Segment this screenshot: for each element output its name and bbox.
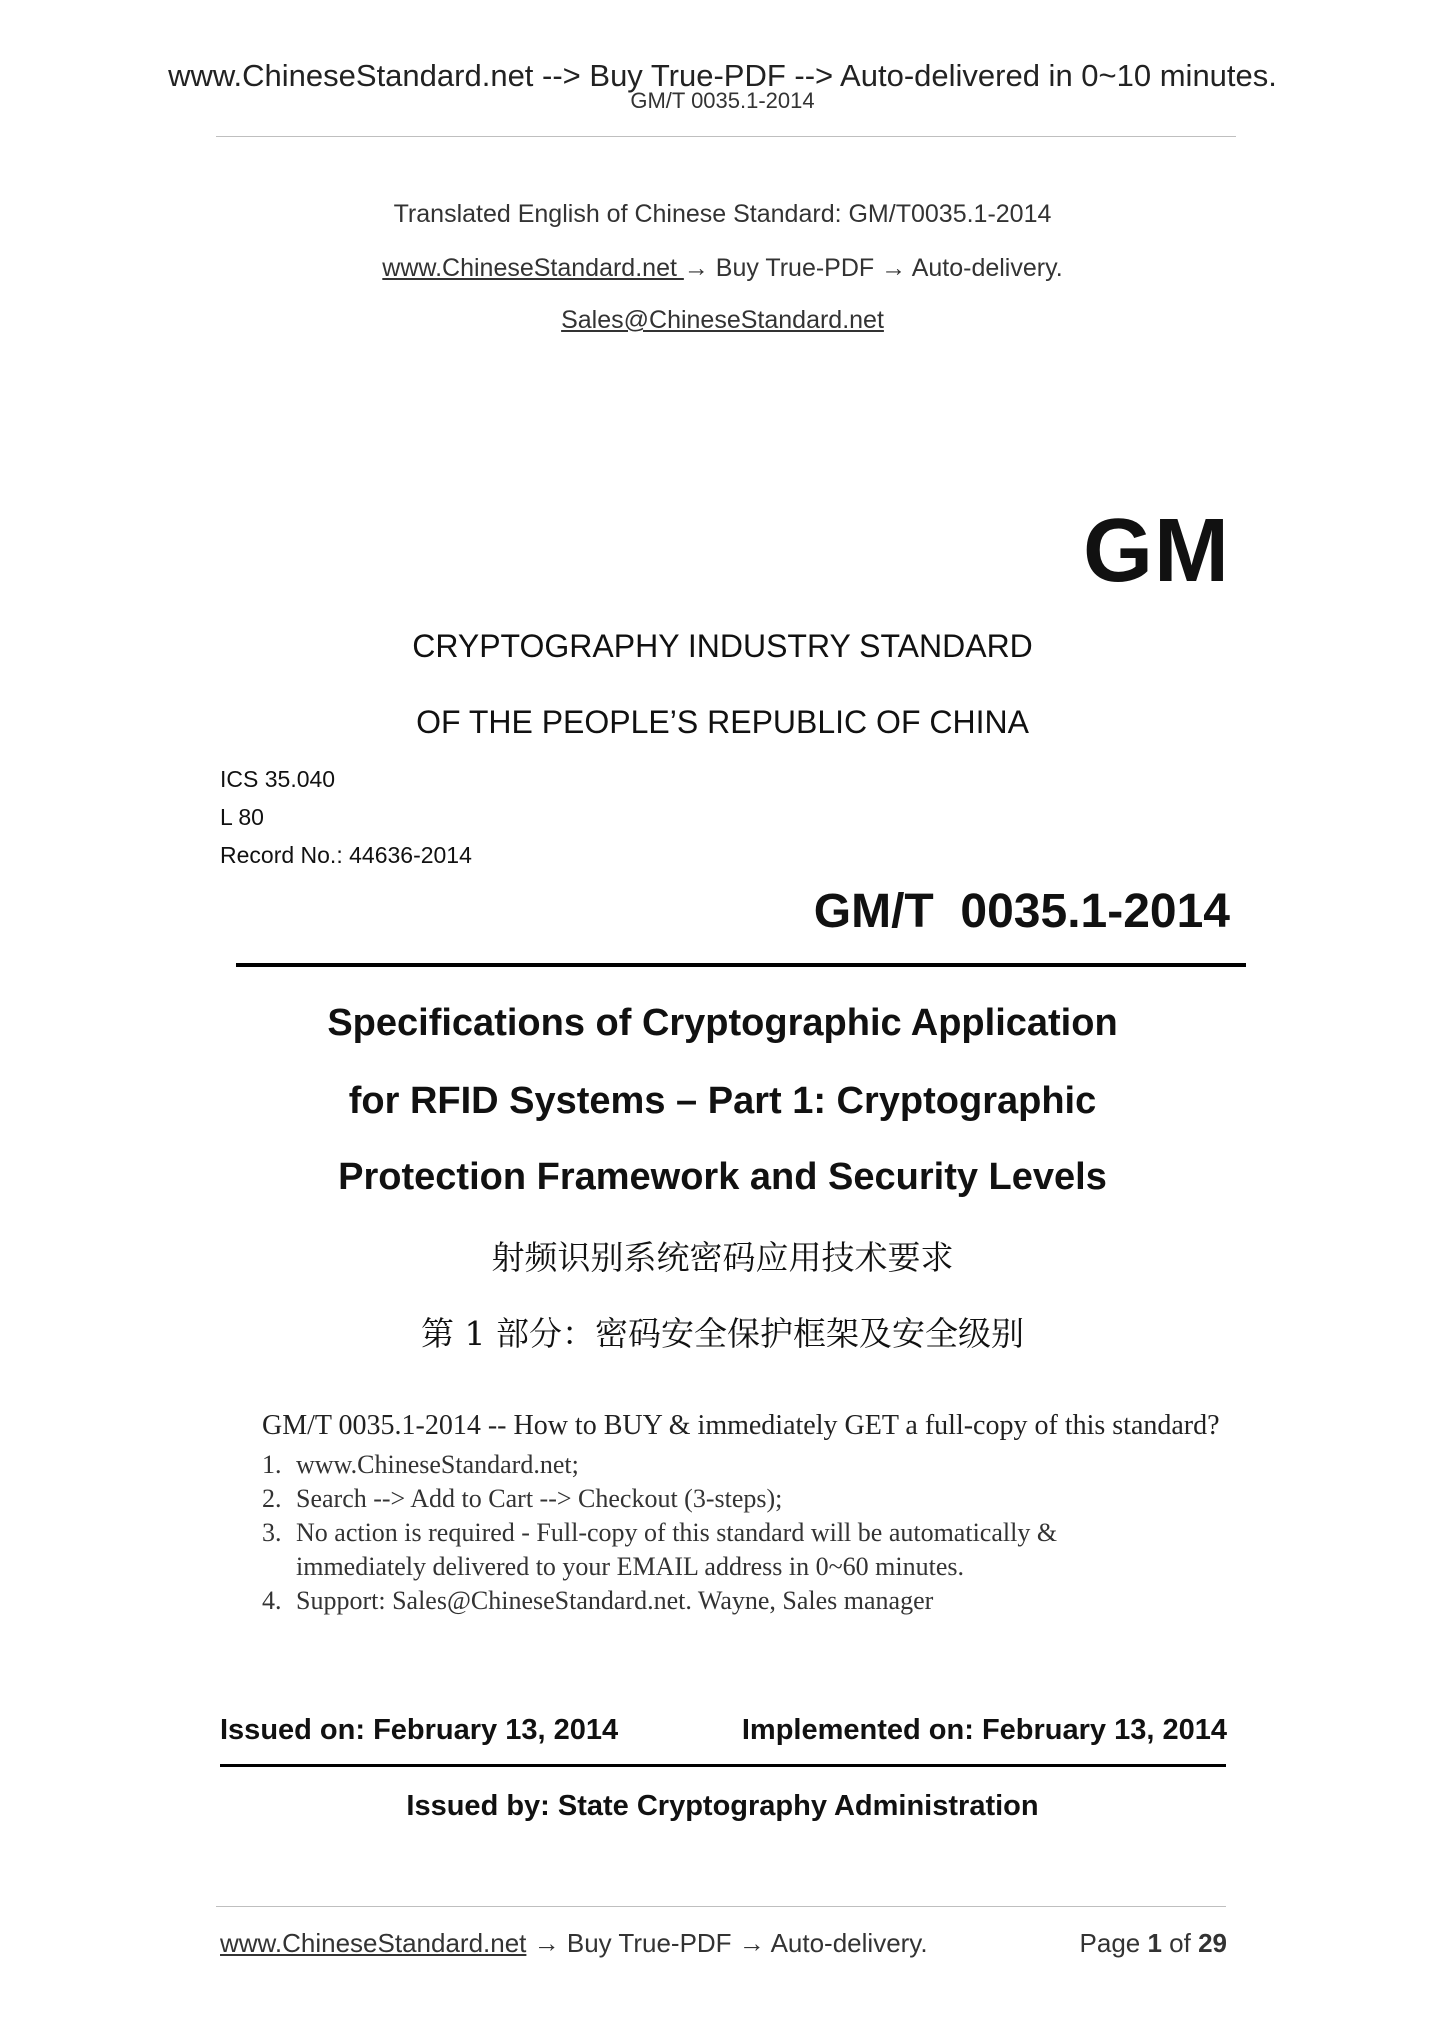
list-text: Support: Sales@ChineseStandard.net. Wayne, Sales manager (296, 1586, 934, 1615)
page-total: 29 (1198, 1928, 1227, 1958)
list-text: No action is required - Full-copy of this standard will be automatically & immediately delivered to your EMAIL address in 0~60 minutes. (296, 1518, 1058, 1581)
list-item (262, 1482, 1220, 1516)
chinese-title-line-1: 射频识别系统密码应用技术要求 (491, 1238, 954, 1277)
footer-site-link[interactable]: www.ChineseStandard.net (220, 1928, 527, 1958)
email-link[interactable]: Sales@ChineseStandard.net (561, 306, 884, 334)
page-indicator (1080, 1928, 1227, 1959)
list-item (262, 1516, 1220, 1584)
page-current: 1 (1147, 1928, 1162, 1958)
list-text: www.ChineseStandard.net; (296, 1450, 579, 1479)
page-label: Page (1079, 1928, 1148, 1958)
implemented-on-date: Implemented on: February 13, 2014 (741, 1714, 1227, 1746)
authority-line-2: OF THE PEOPLE’S REPUBLIC OF CHINA (416, 704, 1029, 740)
footer-delivery-note: → Buy True-PDF → Auto-delivery. (526, 1928, 928, 1958)
running-head: GM/T 0035.1-2014 (630, 88, 815, 113)
list-text: Search --> Add to Cart --> Checkout (3-steps); (296, 1484, 783, 1513)
standard-number: GM/T 0035.1-2014 (813, 885, 1230, 938)
email-line (0, 306, 1445, 335)
authority-line-1: CRYPTOGRAPHY INDUSTRY STANDARD (412, 628, 1033, 664)
classification-code: L 80 (220, 804, 264, 830)
gm-logo-text: GM (1083, 501, 1230, 601)
title-line-2: for RFID Systems – Part 1: Cryptographic (348, 1080, 1097, 1122)
issuing-authority: Issued by: State Cryptography Administration (406, 1790, 1039, 1822)
title-divider (236, 963, 1246, 967)
list-number: 2. (262, 1484, 282, 1513)
footer-divider (216, 1906, 1226, 1907)
list-item (262, 1448, 1220, 1482)
issued-on-date: Issued on: February 13, 2014 (220, 1714, 619, 1746)
record-number: Record No.: 44636-2014 (220, 842, 472, 868)
footer-links (220, 1928, 928, 1959)
translation-note: Translated English of Chinese Standard: GM/T0035.1-2014 (393, 200, 1052, 228)
title-line-3: Protection Framework and Security Levels (338, 1156, 1107, 1198)
purchase-instructions (262, 1410, 1220, 1618)
page-of: of (1161, 1928, 1199, 1958)
list-item (262, 1584, 1220, 1618)
purchase-heading: GM/T 0035.1-2014 -- How to BUY & immediately GET a full-copy of this standard? (262, 1410, 1220, 1441)
site-link[interactable]: www.ChineseStandard.net (382, 254, 684, 282)
delivery-note: → Buy True-PDF → Auto-delivery. (683, 254, 1063, 282)
top-banner: www.ChineseStandard.net --> Buy True-PDF --> Auto-delivered in 0~10 minutes. (168, 58, 1277, 93)
list-number: 1. (262, 1450, 282, 1479)
translation-links (0, 254, 1445, 283)
issue-divider (220, 1764, 1226, 1767)
chinese-title-line-2: 第 1 部分：密码安全保护框架及安全级别 (421, 1314, 1024, 1353)
title-line-1: Specifications of Cryptographic Application (327, 1002, 1118, 1044)
ics-code: ICS 35.040 (220, 766, 336, 792)
list-number: 3. (262, 1518, 282, 1547)
header-divider (216, 136, 1236, 137)
list-number: 4. (262, 1586, 282, 1615)
